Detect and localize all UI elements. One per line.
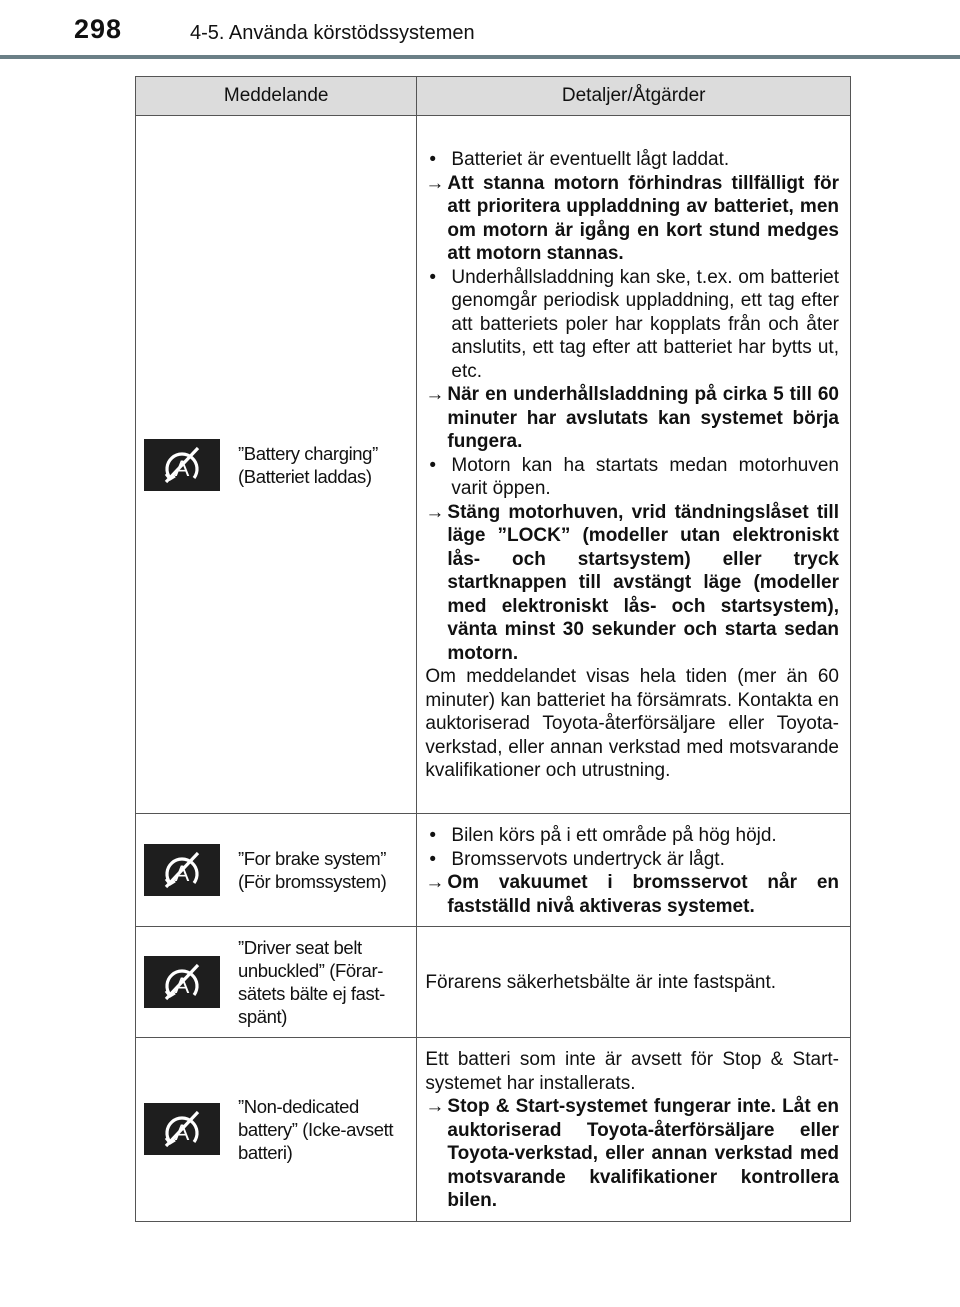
list-item-text: Batteriet är eventuellt lågt laddat. (451, 149, 730, 171)
details-cell (417, 116, 851, 814)
table-row (136, 1038, 851, 1222)
table-row (136, 927, 851, 1038)
list-item (425, 454, 839, 501)
svg-text:A: A (174, 1120, 190, 1146)
list-marker: → (425, 872, 445, 893)
stop-start-a-crossed-icon (144, 1103, 220, 1155)
message-text: ”Driver seat belt unbuckled” (Förarsätets bälte ej fastspänt) (238, 937, 386, 1027)
message-text: ”Non-dedicated battery” (Icke-avsett batteri) (238, 1095, 394, 1163)
list-item-text: Stop & Start-systemet fungerar inte. Låt en auktoriserad Toyota-återförsäljare eller Toyota-verkstad, eller annan verkstad med motsvarande kvalifikationer kontrollera bilen. (447, 1096, 839, 1211)
note-text: Om meddelandet visas hela tiden (mer än 60 minuter) kan batteriet ha försämrats. Kontakta en auktoriserad Toyota-återförsäljare eller Toyota-verkstad, eller annan verkstad med motsvarande kvalifikationer och utrustning. (425, 666, 839, 782)
list-marker: → (425, 384, 445, 406)
message-text: ”Battery charging” (Batteriet laddas) (238, 442, 378, 487)
list-item (425, 383, 839, 454)
list-item (425, 848, 839, 872)
column-header-details: Detaljer/Åtgärder (417, 77, 851, 116)
list-marker: • (429, 149, 437, 171)
stop-start-a-crossed-icon (144, 844, 220, 896)
stop-start-a-crossed-icon (144, 956, 220, 1008)
table-header-row (136, 77, 851, 116)
page-header (0, 0, 960, 60)
table-row (136, 814, 851, 927)
list-marker: → (425, 172, 445, 194)
svg-text:A: A (174, 973, 190, 998)
message-text: ”For brake system” (För bromssystem) (238, 848, 387, 892)
list-marker: • (429, 454, 437, 476)
list-marker: → (425, 1096, 445, 1117)
list-item-text: Att stanna motorn förhindras tillfälligt för att prioritera uppladdning av batteriet, men om motorn är igång en kort stund medges att motorn stannas. (447, 172, 839, 265)
message-cell (136, 1038, 417, 1222)
list-item (425, 148, 839, 172)
list-marker: • (429, 848, 437, 870)
list-item (425, 172, 839, 266)
header-divider (0, 55, 960, 59)
details-cell (417, 814, 851, 927)
list-item (425, 501, 839, 666)
list-item (425, 1095, 839, 1213)
column-header-message: Meddelande (136, 77, 417, 116)
list-item (425, 824, 839, 848)
list-item (425, 871, 839, 918)
list-marker: → (425, 501, 445, 523)
page-number: 298 (74, 14, 123, 44)
list-item-text: Om vakuumet i bromsservot når en fastställd nivå aktiveras systemet. (447, 872, 839, 917)
table-row (136, 116, 851, 814)
list-item-text: Bromsservots undertryck är lågt. (451, 848, 725, 870)
svg-text:A: A (174, 455, 190, 481)
details-cell (417, 1038, 851, 1222)
message-cell (136, 116, 417, 814)
list-marker: • (429, 266, 437, 288)
detail-text: Förarens säkerhetsbälte är inte fastspänt. (425, 972, 777, 994)
list-item-text: Motorn kan ha startats medan motorhuven varit öppen. (451, 454, 839, 500)
message-table (135, 76, 851, 1222)
message-cell (136, 814, 417, 927)
section-title: 4-5. Använda körstödssystemen (190, 22, 475, 44)
list-item-text: Bilen körs på i ett område på hög höjd. (451, 825, 777, 846)
details-cell (417, 927, 851, 1038)
list-item-text: När en underhållsladdning på cirka 5 till 60 minuter har avslutats kan systemet börja fungera. (447, 384, 839, 453)
svg-text:A: A (174, 861, 190, 886)
detail-text: Ett batteri som inte är avsett för Stop & Start-systemet har installerats. (425, 1049, 839, 1094)
list-item (425, 266, 839, 384)
list-marker: • (429, 825, 437, 846)
stop-start-a-crossed-icon (144, 439, 220, 491)
list-item-text: Underhållsladdning kan ske, t.ex. om batteriet genomgår periodisk uppladdning, ett tag efter att batteriets poler har kopplats från och åter anslutits, ett tag efter att batteriet har bytts ut, etc. (451, 266, 839, 382)
message-cell (136, 927, 417, 1038)
list-item-text: Stäng motorhuven, vrid tändningslåset till läge ”LOCK” (modeller utan elektroniskt lås- och startsystem) eller tryck startknappen till avstängt läge (modeller med elektroniskt lås- och startsystem), vänta minst 30 sekunder och starta sedan motorn. (447, 501, 839, 664)
